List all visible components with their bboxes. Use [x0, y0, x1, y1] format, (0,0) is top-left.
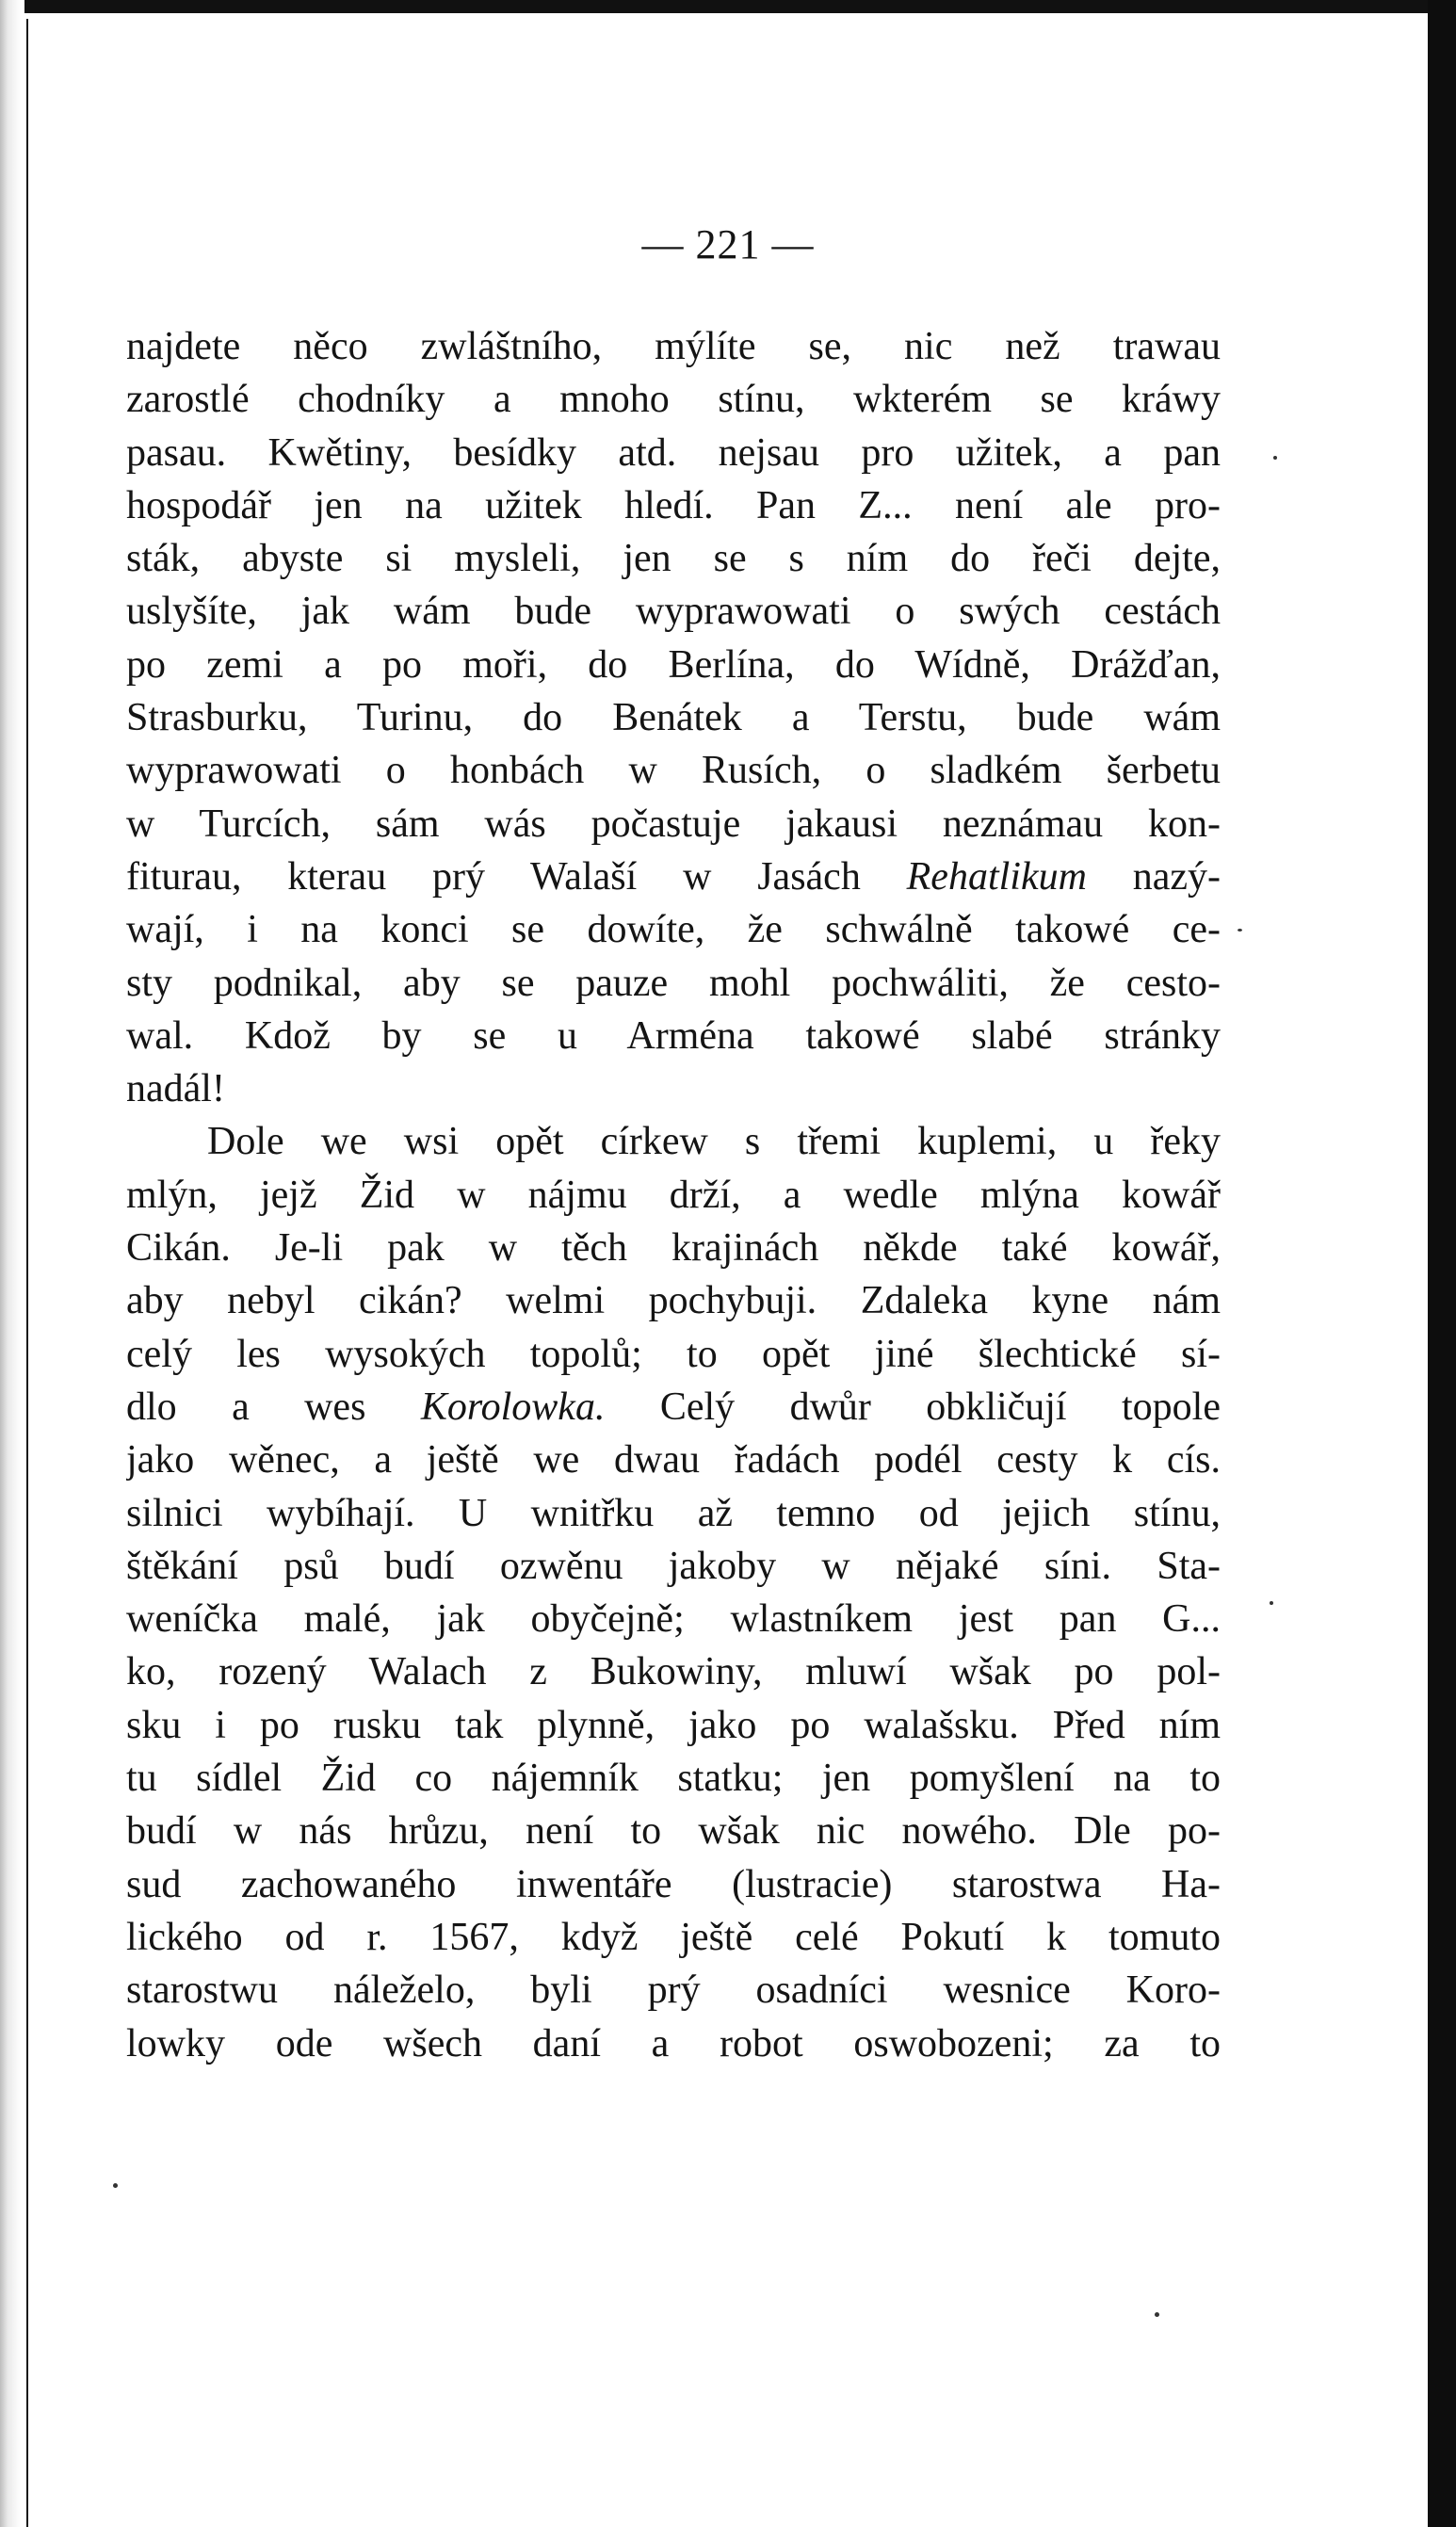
print-speck [1238, 929, 1242, 931]
text-line: Cikán. Je-li pak w těch krajinách někde také kowář, [126, 1226, 1221, 1271]
text-segment: nazý- [1086, 854, 1221, 899]
text-line: aby nebyl cikán? welmi pochybuji. Zdaleka kyne nám [126, 1279, 1221, 1323]
text-line: silnici wybíhají. U wnitřku až temno od jejich stínu, [126, 1491, 1221, 1535]
scan-top-border [0, 0, 1456, 13]
scan-right-border [1428, 0, 1456, 2527]
page-gutter-rule [26, 19, 28, 2527]
text-line: Strasburku, Turinu, do Benátek a Terstu, bude wám [126, 696, 1221, 740]
text-line: zarostlé chodníky a mnoho stínu, wkterém se kráwy [126, 378, 1221, 422]
text-line: uslyšíte, jak wám bude wyprawowati o swých cestách [126, 590, 1221, 634]
text-line: budí w nás hrůzu, není to wšak nic nowého. Dle po- [126, 1809, 1221, 1854]
text-line: pasau. Kwětiny, besídky atd. nejsau pro užitek, a pan [126, 430, 1221, 475]
text-line: po zemi a po moři, do Berlína, do Wídně, Drážďan, [126, 642, 1221, 687]
text-line: lowky ode wšech daní a robot oswobozeni; za to [126, 2021, 1221, 2065]
text-line: sud zachowaného inwentáře (lustracie) starostwa Ha- [126, 1862, 1221, 1906]
text-line: lického od r. 1567, když ještě celé Pokutí k tomuto [126, 1915, 1221, 1959]
text-line: nadál! [126, 1067, 225, 1111]
text-line: najdete něco zwláštního, mýlíte se, nic než trawau [126, 325, 1221, 368]
text-line: wal. Kdož by se u Arména takowé slabé stránky [126, 1013, 1221, 1058]
text-line: Dole we wsi opět církew s třemi kuplemi, u řeky [207, 1120, 1221, 1164]
print-speck [1155, 2312, 1159, 2317]
text-line: sták, abyste si mysleli, jen se s ním do řeči dejte, [126, 537, 1221, 581]
text-line: weníčka malé, jak obyčejně; wlastníkem jest pan G... [126, 1597, 1221, 1642]
text-line: štěkání psů budí ozwěnu jakoby w nějaké síni. Sta- [126, 1544, 1221, 1588]
text-line: sku i po rusku tak plynně, jako po walašsku. Před ním [126, 1703, 1221, 1747]
print-speck [113, 2183, 118, 2188]
text-line: wyprawowati o honbách w Rusích, o sladkém šerbetu [126, 749, 1221, 793]
text-line: wají, i na konci se dowíte, že schwálně takowé ce- [126, 908, 1221, 952]
italic-term: Korolowka. [420, 1385, 606, 1429]
text-line: w Turcích, sám wás počastuje jakausi neznámau kon- [126, 802, 1221, 846]
text-line: hospodář jen na užitek hledí. Pan Z... není ale pro- [126, 483, 1221, 527]
text-line: starostwu náleželo, byli prý osadníci wesnice Koro- [126, 1968, 1221, 2013]
text-line: celý les wysokých topolů; to opět jiné šlechtické sí- [126, 1332, 1221, 1376]
text-line: mlýn, jejž Žid w nájmu drží, a wedle mlýna kowář [126, 1173, 1221, 1217]
text-line: tu sídlel Žid co nájemník statku; jen pomyšlení na to [126, 1757, 1221, 1801]
text-segment: Celý dwůr obkličují topole [605, 1385, 1221, 1429]
text-line: sty podnikal, aby se pauze mohl pochwáliti, že cesto- [126, 961, 1221, 1005]
print-speck [1273, 456, 1277, 460]
text-segment: fiturau, kterau prý Walaší w Jasách [126, 854, 907, 899]
italic-term: Rehatlikum [906, 854, 1087, 899]
text-line: ko, rozený Walach z Bukowiny, mluwí wšak po pol- [126, 1650, 1221, 1694]
text-segment: dlo a wes [126, 1385, 421, 1429]
body-text [126, 320, 1221, 2070]
text-line: jako wěnec, a ještě we dwau řadách podél cesty k cís. [126, 1438, 1221, 1482]
scan-left-edge [0, 0, 24, 2527]
page-number: — 221 — [641, 221, 815, 267]
text-line [126, 1381, 1221, 1434]
text-line [126, 850, 1221, 903]
print-speck [1270, 1601, 1273, 1605]
